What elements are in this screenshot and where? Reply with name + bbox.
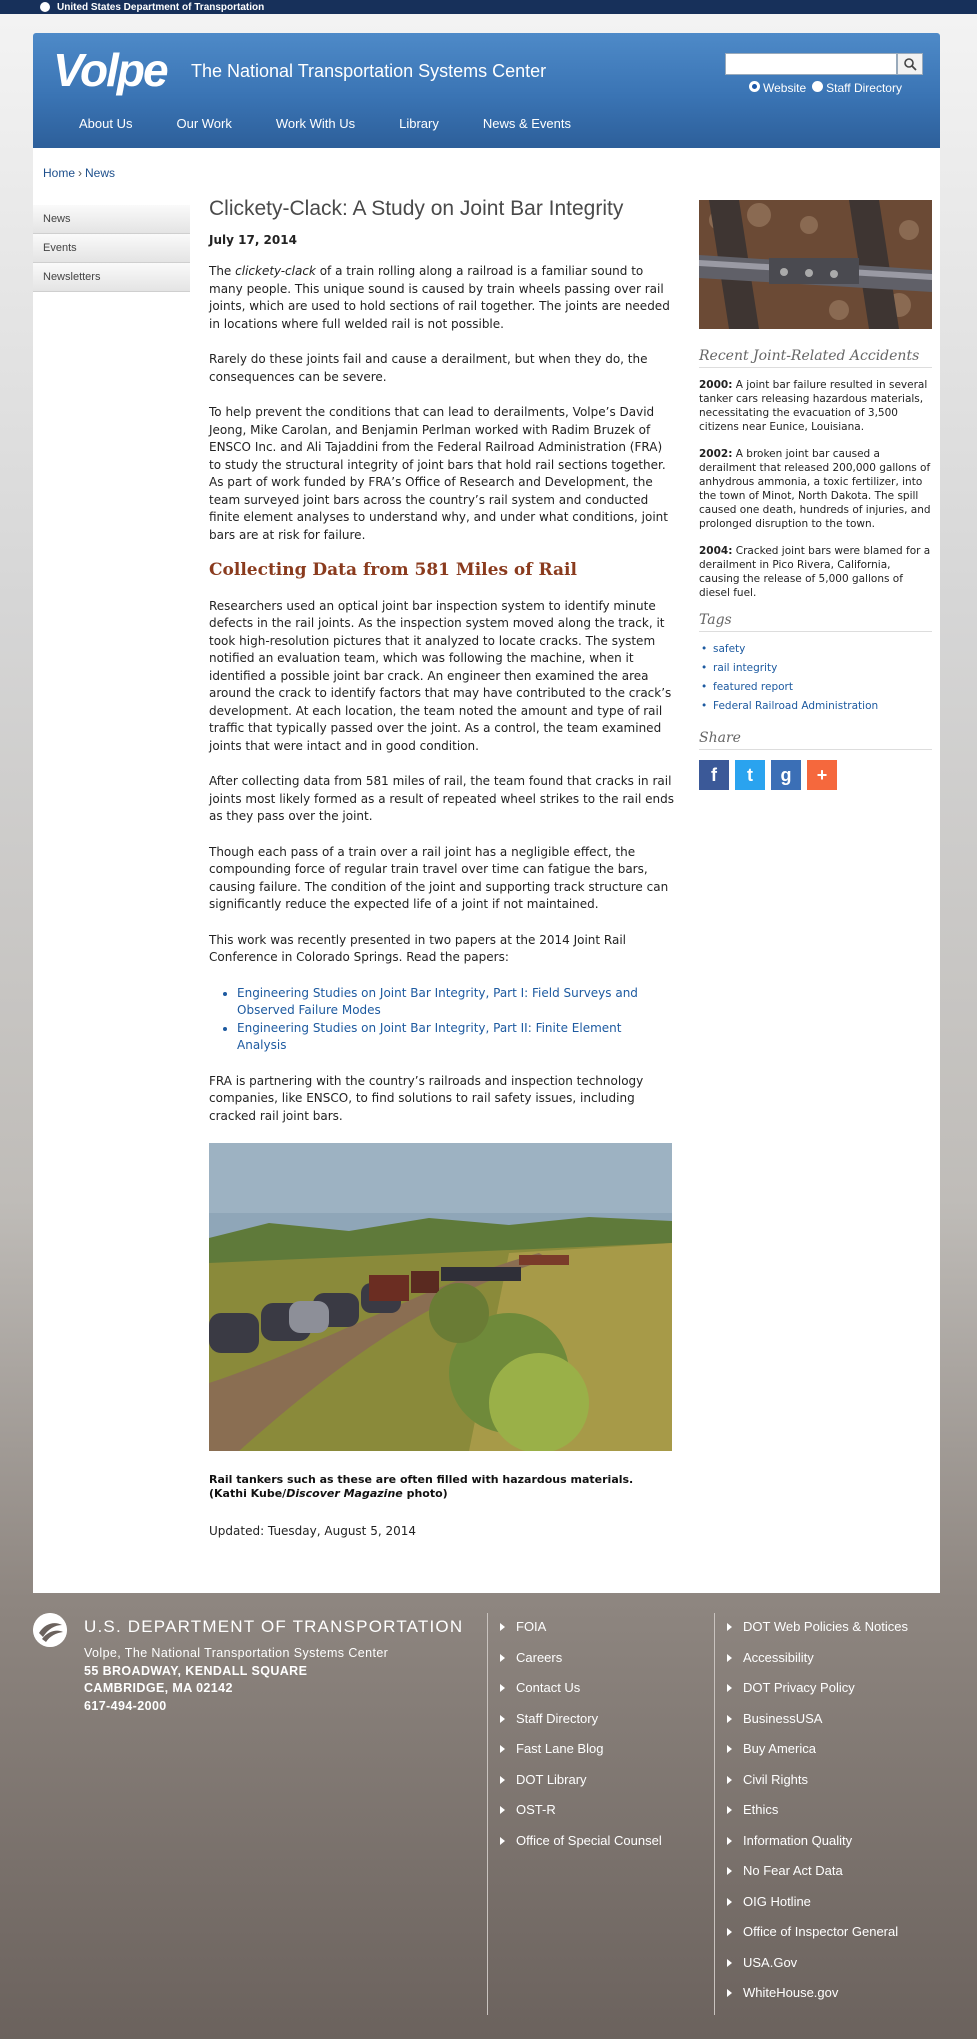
dot-mini-logo-icon[interactable]: [40, 2, 50, 12]
footer-divider: [487, 1613, 488, 2015]
breadcrumb-home[interactable]: Home: [43, 166, 76, 180]
footer-link-dot-library[interactable]: DOT Library: [500, 1765, 662, 1796]
footer-link-civil-rights[interactable]: Civil Rights: [727, 1765, 908, 1796]
footer-link-whitehouse-gov[interactable]: WhiteHouse.gov: [727, 1978, 908, 2009]
dot-top-strip: [0, 0, 977, 14]
footer-link-inspector-general[interactable]: Office of Inspector General: [727, 1917, 908, 1948]
accident-entry: 2002: A broken joint bar caused a derailment that released 200,000 gallons of anhydrous ammonia, a toxic fertilizer, into the town of Minot, North Dakota. The spill caused one death, hundreds of injuries, and prolonged disruption to the town.: [699, 448, 931, 530]
accident-entry: 2000: A joint bar failure resulted in several tanker cars releasing hazardous materials, necessitating the evacuation of 3,500 citizens near Eunice, Louisiana.: [699, 379, 928, 433]
section-nav: [33, 205, 190, 292]
updated-date: Updated: Tuesday, August 5, 2014: [209, 1524, 416, 1538]
footer-link-businessusa[interactable]: BusinessUSA: [727, 1704, 908, 1735]
radio-empty-icon: [812, 81, 823, 92]
facebook-icon[interactable]: f: [699, 760, 729, 790]
footer-link-staff-directory[interactable]: Staff Directory: [500, 1704, 662, 1735]
tags-heading: Tags: [699, 613, 932, 632]
list-item: [237, 985, 674, 1020]
footer-address: Volpe, The National Transportation Systems Center 55 BROADWAY, KENDALL SQUARE CAMBRIDGE, MA 02142 617-494-2000: [84, 1646, 389, 1713]
footer-link-office-of-special-counsel[interactable]: Office of Special Counsel: [500, 1826, 662, 1857]
footer-link-contact-us[interactable]: Contact Us: [500, 1673, 662, 1704]
share-buttons: [699, 760, 932, 790]
site-header: [33, 33, 940, 148]
accident-entry: 2004: Cracked joint bars were blamed for a derailment in Pico Rivera, California, causing the release of 5,000 gallons of diesel fuel.: [699, 545, 931, 599]
footer-link-ethics[interactable]: Ethics: [727, 1795, 908, 1826]
tag-featured-report[interactable]: • featured report: [713, 680, 932, 694]
footer-link-accessibility[interactable]: Accessibility: [727, 1643, 908, 1674]
breadcrumb: Home › News: [43, 166, 116, 180]
list-item: [237, 1020, 674, 1055]
sidebar: [699, 200, 932, 790]
sidenav-newsletters[interactable]: Newsletters: [33, 263, 190, 292]
search-button[interactable]: [897, 53, 923, 75]
volpe-logo[interactable]: Volpe: [53, 44, 167, 96]
footer-link-buy-america[interactable]: Buy America: [727, 1734, 908, 1765]
article-paragraph: This work was recently presented in two papers at the 2014 Joint Rail Conference in Colorado Springs. Read the papers:: [209, 932, 627, 964]
search-input[interactable]: [725, 53, 897, 75]
footer-links-col2: [727, 1612, 908, 2009]
addthis-icon[interactable]: +: [807, 760, 837, 790]
sidenav-events[interactable]: Events: [33, 234, 190, 263]
radio-website[interactable]: Website: [749, 81, 806, 95]
radio-staff-directory[interactable]: Staff Directory: [812, 81, 902, 95]
tag-safety[interactable]: • safety: [713, 642, 932, 656]
sidenav-news[interactable]: News: [33, 205, 190, 234]
content-panel: [33, 148, 940, 1593]
tag-rail-integrity[interactable]: • rail integrity: [713, 661, 932, 675]
radio-selected-icon: [749, 81, 760, 92]
nav-work-with-us[interactable]: Work With Us: [275, 116, 356, 131]
twitter-icon[interactable]: t: [735, 760, 765, 790]
google-plus-icon[interactable]: g: [771, 760, 801, 790]
search-icon: [903, 57, 917, 71]
footer-dot-title[interactable]: U.S. DEPARTMENT OF TRANSPORTATION: [84, 1617, 464, 1636]
article: [209, 197, 674, 1541]
footer-link-usa-gov[interactable]: USA.Gov: [727, 1948, 908, 1979]
footer-link-web-policies[interactable]: DOT Web Policies & Notices: [727, 1612, 908, 1643]
article-intro: The clickety-clack of a train rolling along a railroad is a familiar sound to many people. This unique sound is caused by train wheels passing over rail joints, which are used to hold sections of rail together. The joints are needed in locations where full welded rail is not possible.: [209, 264, 670, 331]
dot-logo-icon[interactable]: [33, 1613, 67, 1647]
article-paragraph: Though each pass of a train over a rail joint has a negligible effect, the compounding force of regular train travel over time can fatigue the bars, causing failure. The condition of the joint and supporting track structure can significantly reduce the expected life of a joint if not maintained.: [209, 844, 669, 911]
footer-link-ost-r[interactable]: OST-R: [500, 1795, 662, 1826]
footer-link-foia[interactable]: FOIA: [500, 1612, 662, 1643]
article-paragraph: FRA is partnering with the country’s railroads and inspection technology companies, like ENSCO, to find solutions to rail safety issues, including cracked rail joint bars.: [209, 1073, 644, 1123]
papers-list: [237, 985, 674, 1055]
footer-link-oig-hotline[interactable]: OIG Hotline: [727, 1887, 908, 1918]
page-title: Clickety-Clack: A Study on Joint Bar Integrity: [209, 197, 624, 220]
footer-link-no-fear-act[interactable]: No Fear Act Data: [727, 1856, 908, 1887]
article-date: July 17, 2014: [209, 232, 297, 247]
accidents-heading: Recent Joint-Related Accidents: [699, 349, 932, 368]
paper-link-part1[interactable]: Engineering Studies on Joint Bar Integrity, Part I: Field Surveys and Observed Failure Modes: [237, 985, 638, 1017]
footer-link-careers[interactable]: Careers: [500, 1643, 662, 1674]
article-paragraph: After collecting data from 581 miles of rail, the team found that cracks in rail joints most likely formed as a result of repeated wheel strikes to the rail ends as they pass over the joint.: [209, 774, 674, 823]
share-heading: Share: [699, 731, 932, 750]
rail-joint-photo: [699, 200, 932, 329]
article-paragraph: To help prevent the conditions that can lead to derailments, Volpe’s David Jeong, Mike Carolan, and Benjamin Perlman worked with Radim Bruzek of ENSCO Inc. and Ali Tajaddini from the Federal Railroad Administration (FRA) to study the structural integrity of joint bars that hold rail sections together. As part of work funded by FRA’s Office of Research and Development, the team surveyed joint bars across the country’s rail system and conducted finite element analyses to understand why, and under what conditions, joint bars are at risk for failure.: [209, 405, 668, 542]
nav-about-us[interactable]: About Us: [79, 116, 133, 131]
footer-links-col1: [500, 1612, 662, 1856]
nav-our-work[interactable]: Our Work: [176, 116, 232, 131]
main-nav: [79, 116, 615, 131]
article-paragraph: Researchers used an optical joint bar inspection system to identify minute defects in the rail joints. As the inspection system moved along the track, it took high-resolution pictures that it analyzed to locate cracks. The system notified an evaluation team, which was following the machine, when it identified a possible joint bar crack. An engineer then examined the area around the crack to identify factors that may have contributed to the crack’s development. At each location, the team noted the amount and type of rail traffic that typically passed over the joint. As a control, the team examined joints that were intact and in good condition.: [209, 598, 672, 753]
train-photo: [209, 1143, 672, 1451]
tag-federal-railroad-administration[interactable]: • Federal Railroad Administration: [713, 699, 932, 713]
footer-link-privacy-policy[interactable]: DOT Privacy Policy: [727, 1673, 908, 1704]
breadcrumb-news[interactable]: News: [85, 166, 116, 180]
site-tagline: The National Transportation Systems Center: [191, 61, 547, 81]
nav-library[interactable]: Library: [399, 116, 439, 131]
footer-divider: [714, 1613, 715, 2015]
nav-news-events[interactable]: News & Events: [482, 116, 571, 131]
paper-link-part2[interactable]: Engineering Studies on Joint Bar Integrity, Part II: Finite Element Analysis: [237, 1020, 622, 1052]
dot-strip-text[interactable]: United States Department of Transportation: [57, 1, 265, 13]
search-scope: [749, 81, 902, 95]
tags-list: [713, 642, 932, 713]
article-paragraph: Rarely do these joints fail and cause a derailment, but when they do, the consequences can be severe.: [209, 352, 648, 384]
footer-link-information-quality[interactable]: Information Quality: [727, 1826, 908, 1857]
footer-link-fast-lane-blog[interactable]: Fast Lane Blog: [500, 1734, 662, 1765]
site-footer: [0, 1593, 977, 2039]
photo-caption: Rail tankers such as these are often filled with hazardous materials. (Kathi Kube/Discover Magazine photo): [209, 1473, 634, 1500]
article-subheading: Collecting Data from 581 Miles of Rail: [209, 560, 577, 580]
